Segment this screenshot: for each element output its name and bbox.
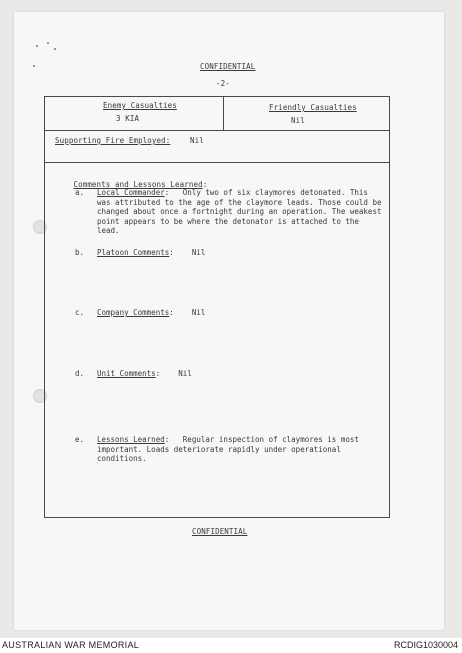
comment-item-platoon bbox=[75, 248, 385, 258]
table-divider bbox=[45, 130, 389, 131]
supporting-fire-label: Supporting Fire Employed: bbox=[55, 136, 171, 145]
page-number: -2- bbox=[216, 79, 230, 88]
item-text: Regular inspection of claymores is most important. Loads deteriorate rapidly under operational conditions. bbox=[97, 435, 359, 463]
item-body bbox=[97, 188, 385, 236]
friendly-casualties-value: Nil bbox=[291, 116, 305, 125]
item-label-colon: : bbox=[169, 248, 174, 257]
item-text: Nil bbox=[178, 369, 192, 378]
item-body bbox=[97, 308, 385, 318]
classification-header: CONFIDENTIAL bbox=[200, 62, 256, 71]
enemy-casualties-label: Enemy Casualties bbox=[103, 101, 177, 110]
comments-heading-text: Comments and Lessons Learned bbox=[73, 180, 203, 189]
item-body bbox=[97, 369, 385, 379]
item-body bbox=[97, 248, 385, 258]
paper-speck bbox=[47, 42, 49, 44]
archive-footer bbox=[0, 638, 462, 653]
enemy-casualties-value: 3 KIA bbox=[116, 114, 140, 123]
classification-footer: CONFIDENTIAL bbox=[192, 527, 248, 536]
archive-name: AUSTRALIAN WAR MEMORIAL bbox=[2, 640, 140, 650]
item-letter: c. bbox=[75, 308, 85, 317]
comment-item-local-commander bbox=[75, 188, 385, 236]
item-text: Only two of six claymores detonated. This was attributed to the age of the claymore leads. Those could be changed about once a fortnight during an operation. The weakest point appears to be where the detonator is attached to the lead. bbox=[97, 188, 382, 235]
friendly-casualties-label: Friendly Casualties bbox=[269, 103, 357, 112]
item-label-colon: : bbox=[164, 188, 170, 197]
comment-item-unit bbox=[75, 369, 385, 379]
item-label: Company Comments bbox=[97, 308, 170, 317]
paper-speck bbox=[33, 65, 35, 67]
table-column-divider bbox=[223, 97, 224, 130]
record-id: RCDIG1030004 bbox=[393, 640, 458, 650]
comments-heading-colon: : bbox=[202, 180, 208, 189]
item-text: Nil bbox=[191, 308, 206, 317]
item-text: Nil bbox=[191, 248, 206, 257]
item-label: Unit Comments bbox=[97, 369, 156, 378]
comment-item-company bbox=[75, 308, 385, 318]
paper-speck bbox=[36, 45, 38, 47]
item-letter: d. bbox=[75, 369, 85, 378]
item-letter: a. bbox=[75, 188, 85, 197]
item-label: Lessons Learned bbox=[97, 435, 165, 444]
comment-item-lessons-learned bbox=[75, 435, 365, 464]
table-divider bbox=[45, 162, 389, 163]
paper-speck bbox=[54, 48, 56, 50]
item-label-colon: : bbox=[155, 369, 161, 378]
item-label-colon: : bbox=[169, 308, 174, 317]
item-letter: e. bbox=[75, 435, 85, 444]
item-label: Platoon Comments bbox=[97, 248, 170, 257]
report-table bbox=[44, 96, 390, 518]
item-body bbox=[97, 435, 365, 464]
item-label-colon: : bbox=[164, 435, 170, 444]
item-label: Local Commander bbox=[97, 188, 165, 197]
supporting-fire-value: Nil bbox=[190, 136, 204, 145]
item-letter: b. bbox=[75, 248, 85, 257]
